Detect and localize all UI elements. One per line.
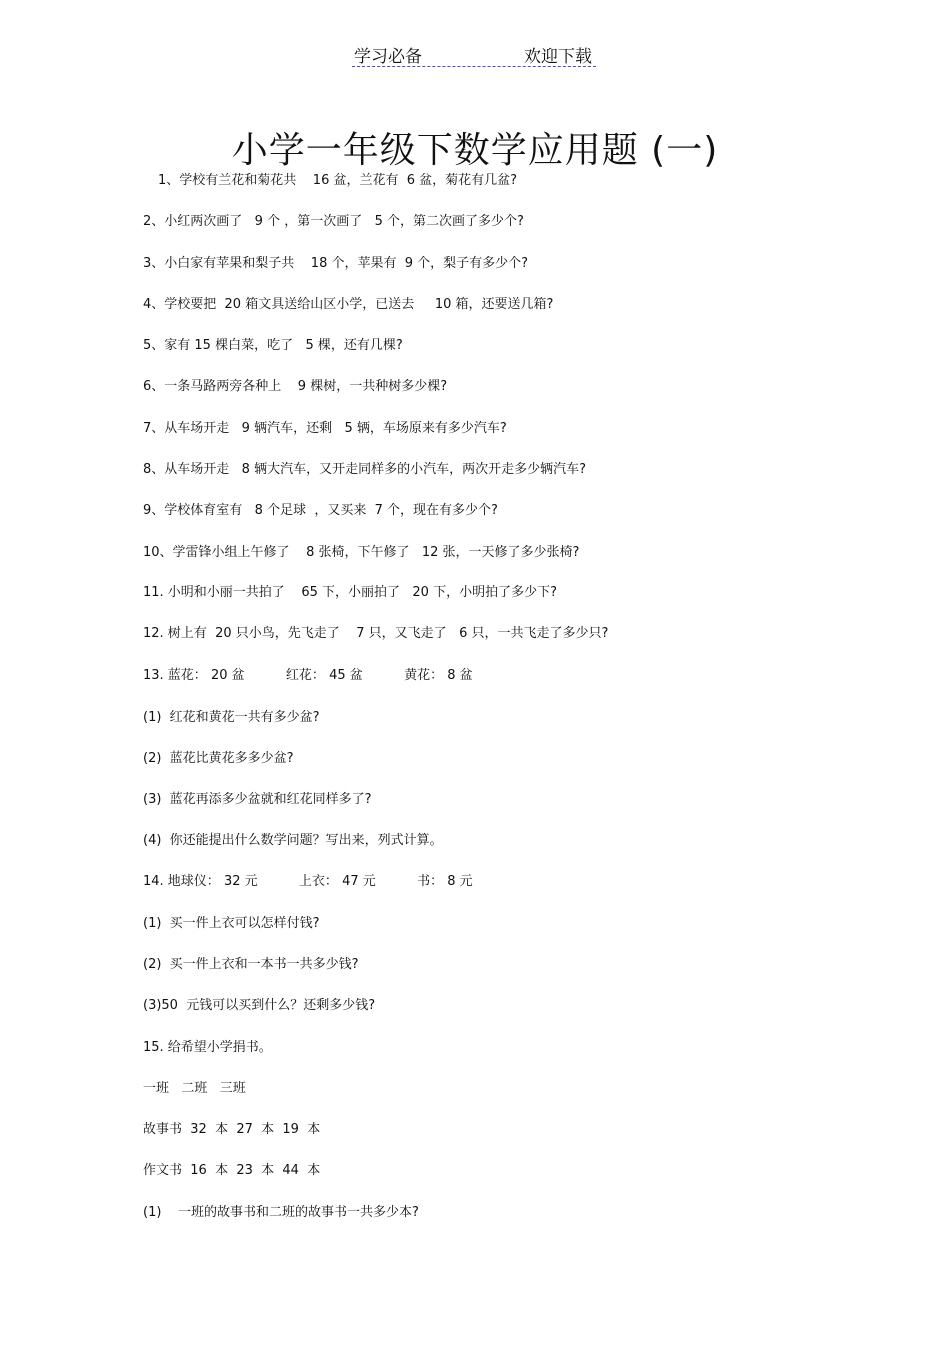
- problem-line-11: 11. 小明和小丽一共拍了 65 下，小丽拍了 20 下，小明拍了多少下?: [143, 585, 557, 600]
- problem-line-2: 2、小红两次画了 9 个 ，第一次画了 5 个，第二次画了多少个?: [143, 214, 524, 229]
- subquestion-15-1: (1) 一班的故事书和二班的故事书一共多少本?: [143, 1205, 419, 1220]
- subquestion-14-2: (2) 买一件上衣和一本书一共多少钱?: [143, 957, 359, 972]
- problem-line-5: 5、家有 15 棵白菜，吃了 5 棵，还有几棵?: [143, 338, 403, 353]
- table-row-story-books: 故事书 32 本 27 本 19 本: [143, 1122, 321, 1137]
- page-header: [352, 40, 596, 67]
- table-row-composition-books: 作文书 16 本 23 本 44 本: [143, 1163, 321, 1178]
- problem-line-13: 13. 蓝花： 20 盆 红花： 45 盆 黄花： 8 盆: [143, 668, 473, 683]
- problem-line-10: 10、学雷锋小组上午修了 8 张椅，下午修了 12 张，一天修了多少张椅?: [143, 545, 580, 560]
- header-right-text: 欢迎下载: [524, 47, 592, 67]
- problem-line-9: 9、学校体育室有 8 个足球 ，又买来 7 个，现在有多少个?: [143, 503, 498, 518]
- problem-line-4: 4、学校要把 20 箱文具送给山区小学，已送去 10 箱，还要送几箱?: [143, 297, 554, 312]
- subquestion-13-2: (2) 蓝花比黄花多多少盆?: [143, 751, 294, 766]
- problem-line-12: 12. 树上有 20 只小鸟，先飞走了 7 只，又飞走了 6 只，一共飞走了多少只?: [143, 626, 609, 641]
- problem-line-3: 3、小白家有苹果和梨子共 18 个，苹果有 9 个，梨子有多少个?: [143, 256, 529, 271]
- subquestion-14-1: (1) 买一件上衣可以怎样付钱?: [143, 916, 320, 931]
- subquestion-13-4: (4) 你还能提出什么数学问题？写出来，列式计算。: [143, 833, 443, 848]
- problem-line-8: 8、从车场开走 8 辆大汽车，又开走同样多的小汽车，两次开走多少辆汽车?: [143, 462, 586, 477]
- problem-line-7: 7、从车场开走 9 辆汽车，还剩 5 辆，车场原来有多少汽车?: [143, 421, 507, 436]
- subquestion-13-1: (1) 红花和黄花一共有多少盆?: [143, 710, 320, 725]
- subquestion-14-3: (3)50 元钱可以买到什么？还剩多少钱?: [143, 998, 376, 1013]
- problem-line-15: 15. 给希望小学捐书。: [143, 1040, 272, 1055]
- problem-line-1: 1、学校有兰花和菊花共 16 盆，兰花有 6 盆，菊花有几盆?: [158, 173, 518, 188]
- document-title: 小学一年级下数学应用题 (一): [231, 130, 719, 171]
- header-left-text: 学习必备: [354, 47, 422, 67]
- subquestion-13-3: (3) 蓝花再添多少盆就和红花同样多了?: [143, 792, 372, 807]
- table-header-row: 一班 二班 三班: [143, 1081, 246, 1096]
- problem-line-14: 14. 地球仪： 32 元 上衣： 47 元 书： 8 元: [143, 874, 473, 889]
- problem-line-6: 6、一条马路两旁各种上 9 棵树，一共种树多少棵?: [143, 379, 448, 394]
